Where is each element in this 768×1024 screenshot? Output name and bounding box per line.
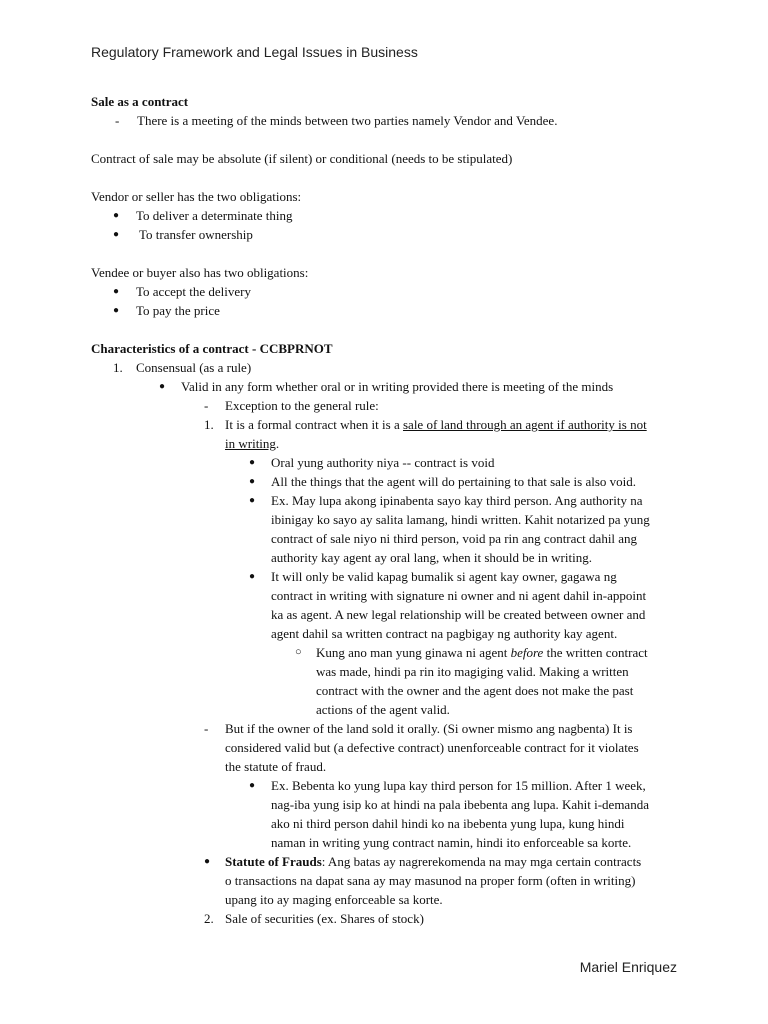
- circle-marker: ○: [295, 646, 302, 658]
- list-item: [91, 567, 691, 586]
- list-item-continuation: ka as agent. A new legal relationship will be created between owner and: [271, 607, 646, 622]
- list-item-continuation: nag-iba yung isip ko at hindi na pala ibebenta ang lupa. Kahit i-demanda: [271, 797, 649, 812]
- list-item-continuation: contract with the owner and the agent does not make the past: [316, 683, 634, 698]
- list-item: [91, 415, 691, 434]
- list-item-text: Ex. Bebenta ko yung lupa kay third person for 15 million. After 1 week,: [271, 778, 646, 793]
- bullet-marker: ●: [249, 457, 256, 468]
- underlined-text: in writing: [225, 436, 276, 451]
- list-item-continuation: naman in writing yung contract namin, hindi ito enforceable sa korte.: [271, 835, 632, 850]
- list-item-text: Oral yung authority niya -- contract is void: [271, 455, 495, 470]
- section-heading-characteristics: Characteristics of a contract - CCBPRNOT: [91, 341, 333, 356]
- bullet-marker: ●: [249, 571, 256, 582]
- bullet-marker: ●: [113, 229, 120, 240]
- list-item: [91, 396, 691, 415]
- bullet-marker: ●: [249, 495, 256, 506]
- bullet-marker: ●: [113, 210, 120, 221]
- list-item: [91, 643, 691, 662]
- bullet-marker: ●: [159, 381, 166, 392]
- list-item: [91, 225, 691, 244]
- paragraph-contract-kind: Contract of sale may be absolute (if silent) or conditional (needs to be stipulated): [91, 151, 513, 166]
- list-item: [91, 111, 691, 130]
- bullet-marker: ●: [249, 476, 256, 487]
- page-header: Regulatory Framework and Legal Issues in Business: [91, 44, 418, 60]
- list-item-continuation: upang ito ay maging enforceable sa korte.: [225, 892, 443, 907]
- list-item-text: Consensual (as a rule): [136, 360, 252, 375]
- list-item: [91, 909, 691, 928]
- list-item-continuation: ako ni third person dahil hindi ko na ibebenta yung lupa, kung hindi: [271, 816, 625, 831]
- list-item-text: Statute of Frauds: Ang batas ay nagrerekomenda na may mga certain contracts: [225, 854, 642, 869]
- list-item: [91, 377, 691, 396]
- paragraph-vendor-intro: Vendor or seller has the two obligations:: [91, 189, 302, 204]
- number-marker: 2.: [204, 911, 214, 926]
- list-item-text: To transfer ownership: [139, 227, 253, 242]
- list-item: [91, 301, 691, 320]
- number-marker: 1.: [204, 417, 214, 432]
- dash-marker: -: [204, 398, 209, 413]
- bullet-marker: ●: [204, 856, 211, 867]
- list-item-text: Ex. May lupa akong ipinabenta sayo kay third person. Ang authority na: [271, 493, 643, 508]
- list-item-text: It is a formal contract when it is a sale of land through an agent if authority is not: [225, 417, 647, 432]
- list-item: [91, 358, 691, 377]
- italic-text: before: [510, 645, 544, 660]
- underlined-text: sale of land through an agent if authority is not: [402, 417, 647, 432]
- list-item: [91, 282, 691, 301]
- list-item-text: To deliver a determinate thing: [136, 208, 293, 223]
- list-item-text: To accept the delivery: [136, 284, 251, 299]
- bullet-marker: ●: [249, 780, 256, 791]
- dash-marker: -: [204, 721, 209, 736]
- list-item-continuation: considered valid but (a defective contract) unenforceable contract for it violates: [225, 740, 639, 755]
- number-marker: 1.: [113, 360, 123, 375]
- list-item-text: Kung ano man yung ginawa ni agent before the written contract: [316, 645, 648, 660]
- list-item-continuation: contract in writing with signature ni owner and ni agent dahil in-appoint: [271, 588, 647, 603]
- document-body: [91, 92, 691, 928]
- list-item: [91, 491, 691, 510]
- paragraph-vendee-intro: Vendee or buyer also has two obligations:: [91, 265, 309, 280]
- list-item-text: Exception to the general rule:: [225, 398, 379, 413]
- list-item-text: It will only be valid kapag bumalik si agent kay owner, gagawa ng: [271, 569, 617, 584]
- list-item-continuation: in writing.: [225, 436, 280, 451]
- list-item: [91, 719, 691, 738]
- list-item-continuation: was made, hindi pa rin ito magiging valid. Making a written: [316, 664, 629, 679]
- list-item: [91, 776, 691, 795]
- list-item: [91, 472, 691, 491]
- list-item-continuation: contract of sale niyo ni third person, void pa rin ang contract dahil ang: [271, 531, 638, 546]
- list-item-text: Sale of securities (ex. Shares of stock): [225, 911, 424, 926]
- bold-term: Statute of Frauds: [225, 854, 322, 869]
- list-item-text: But if the owner of the land sold it orally. (Si owner mismo ang nagbenta) It is: [225, 721, 633, 736]
- list-item-continuation: actions of the agent valid.: [316, 702, 450, 717]
- list-item: [91, 453, 691, 472]
- list-item-text: There is a meeting of the minds between two parties namely Vendor and Vendee.: [137, 113, 558, 128]
- list-item-continuation: the statute of fraud.: [225, 759, 327, 774]
- list-item-text: Valid in any form whether oral or in writing provided there is meeting of the minds: [181, 379, 614, 394]
- bullet-marker: ●: [113, 286, 120, 297]
- list-item-continuation: o transactions na dapat sana ay may masunod na proper form (often in writing): [225, 873, 636, 888]
- list-item-continuation: agent dahil sa written contract na pagbigay ng authority kay agent.: [271, 626, 618, 641]
- section-heading-sale: Sale as a contract: [91, 94, 189, 109]
- list-item-continuation: ibinigay ko sayo ay salita lamang, hindi written. Kahit notarized pa yung: [271, 512, 650, 527]
- dash-marker: -: [115, 113, 120, 128]
- list-item-text: To pay the price: [136, 303, 220, 318]
- list-item: [91, 206, 691, 225]
- list-item-continuation: authority kay agent ay oral lang, when it should be in writing.: [271, 550, 592, 565]
- list-item-text: All the things that the agent will do pertaining to that sale is also void.: [271, 474, 637, 489]
- bullet-marker: ●: [113, 305, 120, 316]
- page-footer: Mariel Enriquez: [579, 959, 677, 975]
- list-item: [91, 852, 691, 871]
